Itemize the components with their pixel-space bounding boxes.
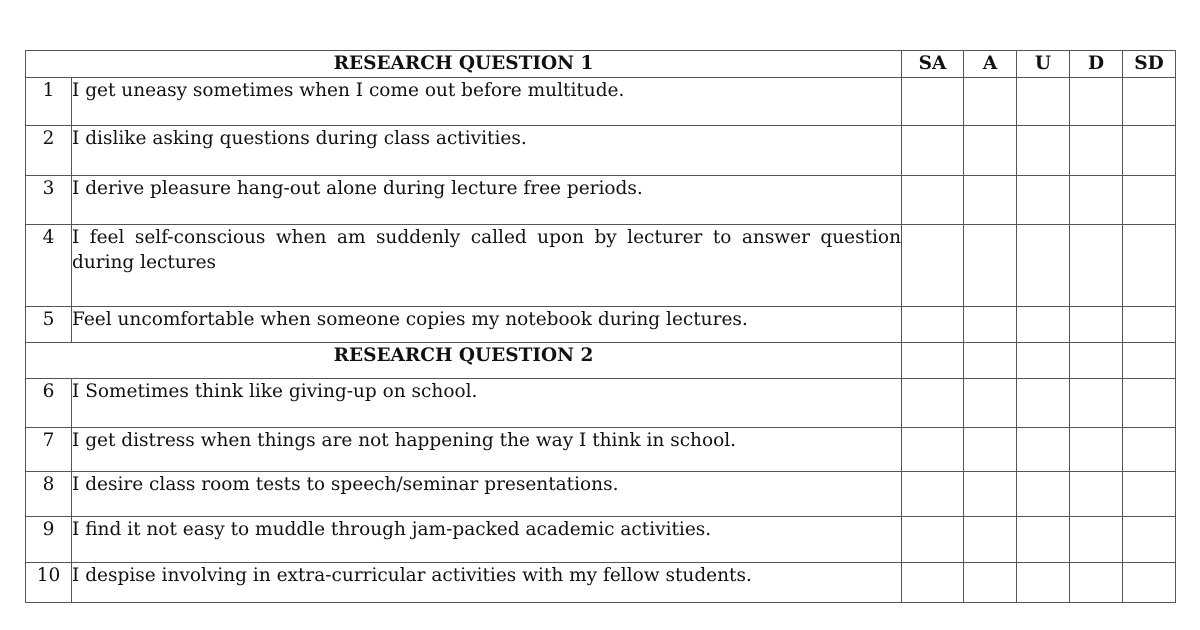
scale-label-sd: SD bbox=[1123, 51, 1176, 78]
response-cell-sd[interactable] bbox=[1123, 176, 1176, 225]
response-cell-d bbox=[1070, 343, 1123, 379]
item-number: 8 bbox=[26, 472, 72, 517]
response-cell-d[interactable] bbox=[1070, 428, 1123, 472]
response-cell-a[interactable] bbox=[964, 78, 1017, 126]
item-number: 10 bbox=[26, 563, 72, 603]
response-cell-a[interactable] bbox=[964, 307, 1017, 343]
response-cell-d[interactable] bbox=[1070, 126, 1123, 176]
scale-label-u: U bbox=[1017, 51, 1070, 78]
item-number: 5 bbox=[26, 307, 72, 343]
response-cell-sa[interactable] bbox=[902, 379, 964, 428]
item-number: 6 bbox=[26, 379, 72, 428]
response-cell-sd[interactable] bbox=[1123, 563, 1176, 603]
response-cell-sa[interactable] bbox=[902, 225, 964, 307]
item-statement: I feel self-conscious when am suddenly called upon by lecturer to answer question during lectures bbox=[72, 225, 902, 307]
response-cell-sd[interactable] bbox=[1123, 307, 1176, 343]
response-cell-sa[interactable] bbox=[902, 517, 964, 563]
response-cell-u[interactable] bbox=[1017, 78, 1070, 126]
item-statement: I get distress when things are not happening the way I think in school. bbox=[72, 428, 902, 472]
table-row bbox=[26, 307, 1176, 343]
response-cell-sd[interactable] bbox=[1123, 379, 1176, 428]
item-number: 3 bbox=[26, 176, 72, 225]
response-cell-u[interactable] bbox=[1017, 428, 1070, 472]
response-cell-sa[interactable] bbox=[902, 563, 964, 603]
item-number: 4 bbox=[26, 225, 72, 307]
table-row bbox=[26, 126, 1176, 176]
response-cell-a[interactable] bbox=[964, 379, 1017, 428]
response-cell-a[interactable] bbox=[964, 225, 1017, 307]
table-row bbox=[26, 379, 1176, 428]
item-statement: I find it not easy to muddle through jam-packed academic activities. bbox=[72, 517, 902, 563]
item-statement: I desire class room tests to speech/seminar presentations. bbox=[72, 472, 902, 517]
response-cell-u[interactable] bbox=[1017, 225, 1070, 307]
response-cell-u[interactable] bbox=[1017, 126, 1070, 176]
response-cell-u[interactable] bbox=[1017, 379, 1070, 428]
response-cell-sd[interactable] bbox=[1123, 126, 1176, 176]
response-cell-sa[interactable] bbox=[902, 126, 964, 176]
response-cell-u[interactable] bbox=[1017, 563, 1070, 603]
table-row bbox=[26, 472, 1176, 517]
item-statement: I Sometimes think like giving-up on school. bbox=[72, 379, 902, 428]
response-cell-sd[interactable] bbox=[1123, 517, 1176, 563]
item-number: 9 bbox=[26, 517, 72, 563]
response-cell-d[interactable] bbox=[1070, 307, 1123, 343]
response-cell-sd[interactable] bbox=[1123, 472, 1176, 517]
response-cell-a[interactable] bbox=[964, 472, 1017, 517]
response-cell-u[interactable] bbox=[1017, 176, 1070, 225]
table-row bbox=[26, 563, 1176, 603]
response-cell-sa[interactable] bbox=[902, 428, 964, 472]
response-cell-sa bbox=[902, 343, 964, 379]
table-row bbox=[26, 225, 1176, 307]
response-cell-a[interactable] bbox=[964, 563, 1017, 603]
response-cell-d[interactable] bbox=[1070, 379, 1123, 428]
response-cell-sa[interactable] bbox=[902, 176, 964, 225]
response-cell-sa[interactable] bbox=[902, 78, 964, 126]
section-title: RESEARCH QUESTION 1 bbox=[26, 51, 902, 78]
response-cell-sd bbox=[1123, 343, 1176, 379]
response-cell-d[interactable] bbox=[1070, 78, 1123, 126]
response-cell-a[interactable] bbox=[964, 428, 1017, 472]
response-cell-a[interactable] bbox=[964, 517, 1017, 563]
response-cell-sd[interactable] bbox=[1123, 78, 1176, 126]
table-row bbox=[26, 78, 1176, 126]
response-cell-d[interactable] bbox=[1070, 225, 1123, 307]
item-statement: I get uneasy sometimes when I come out before multitude. bbox=[72, 78, 902, 126]
questionnaire-table bbox=[25, 50, 1176, 603]
response-cell-a[interactable] bbox=[964, 126, 1017, 176]
scale-label-d: D bbox=[1070, 51, 1123, 78]
response-cell-d[interactable] bbox=[1070, 472, 1123, 517]
item-statement: I despise involving in extra-curricular activities with my fellow students. bbox=[72, 563, 902, 603]
table-row bbox=[26, 428, 1176, 472]
response-cell-sd[interactable] bbox=[1123, 428, 1176, 472]
item-statement: I derive pleasure hang-out alone during lecture free periods. bbox=[72, 176, 902, 225]
item-statement: Feel uncomfortable when someone copies my notebook during lectures. bbox=[72, 307, 902, 343]
item-number: 1 bbox=[26, 78, 72, 126]
item-number: 2 bbox=[26, 126, 72, 176]
section-header-row bbox=[26, 51, 1176, 78]
response-cell-sd[interactable] bbox=[1123, 225, 1176, 307]
response-cell-d[interactable] bbox=[1070, 517, 1123, 563]
response-cell-u[interactable] bbox=[1017, 517, 1070, 563]
response-cell-a bbox=[964, 343, 1017, 379]
scale-label-sa: SA bbox=[902, 51, 964, 78]
item-statement: I dislike asking questions during class activities. bbox=[72, 126, 902, 176]
response-cell-u[interactable] bbox=[1017, 472, 1070, 517]
response-cell-d[interactable] bbox=[1070, 176, 1123, 225]
table-row bbox=[26, 176, 1176, 225]
response-cell-sa[interactable] bbox=[902, 307, 964, 343]
section-header-row bbox=[26, 343, 1176, 379]
section-title: RESEARCH QUESTION 2 bbox=[26, 343, 902, 379]
response-cell-u bbox=[1017, 343, 1070, 379]
response-cell-u[interactable] bbox=[1017, 307, 1070, 343]
response-cell-sa[interactable] bbox=[902, 472, 964, 517]
table-row bbox=[26, 517, 1176, 563]
scale-label-a: A bbox=[964, 51, 1017, 78]
response-cell-d[interactable] bbox=[1070, 563, 1123, 603]
item-number: 7 bbox=[26, 428, 72, 472]
response-cell-a[interactable] bbox=[964, 176, 1017, 225]
